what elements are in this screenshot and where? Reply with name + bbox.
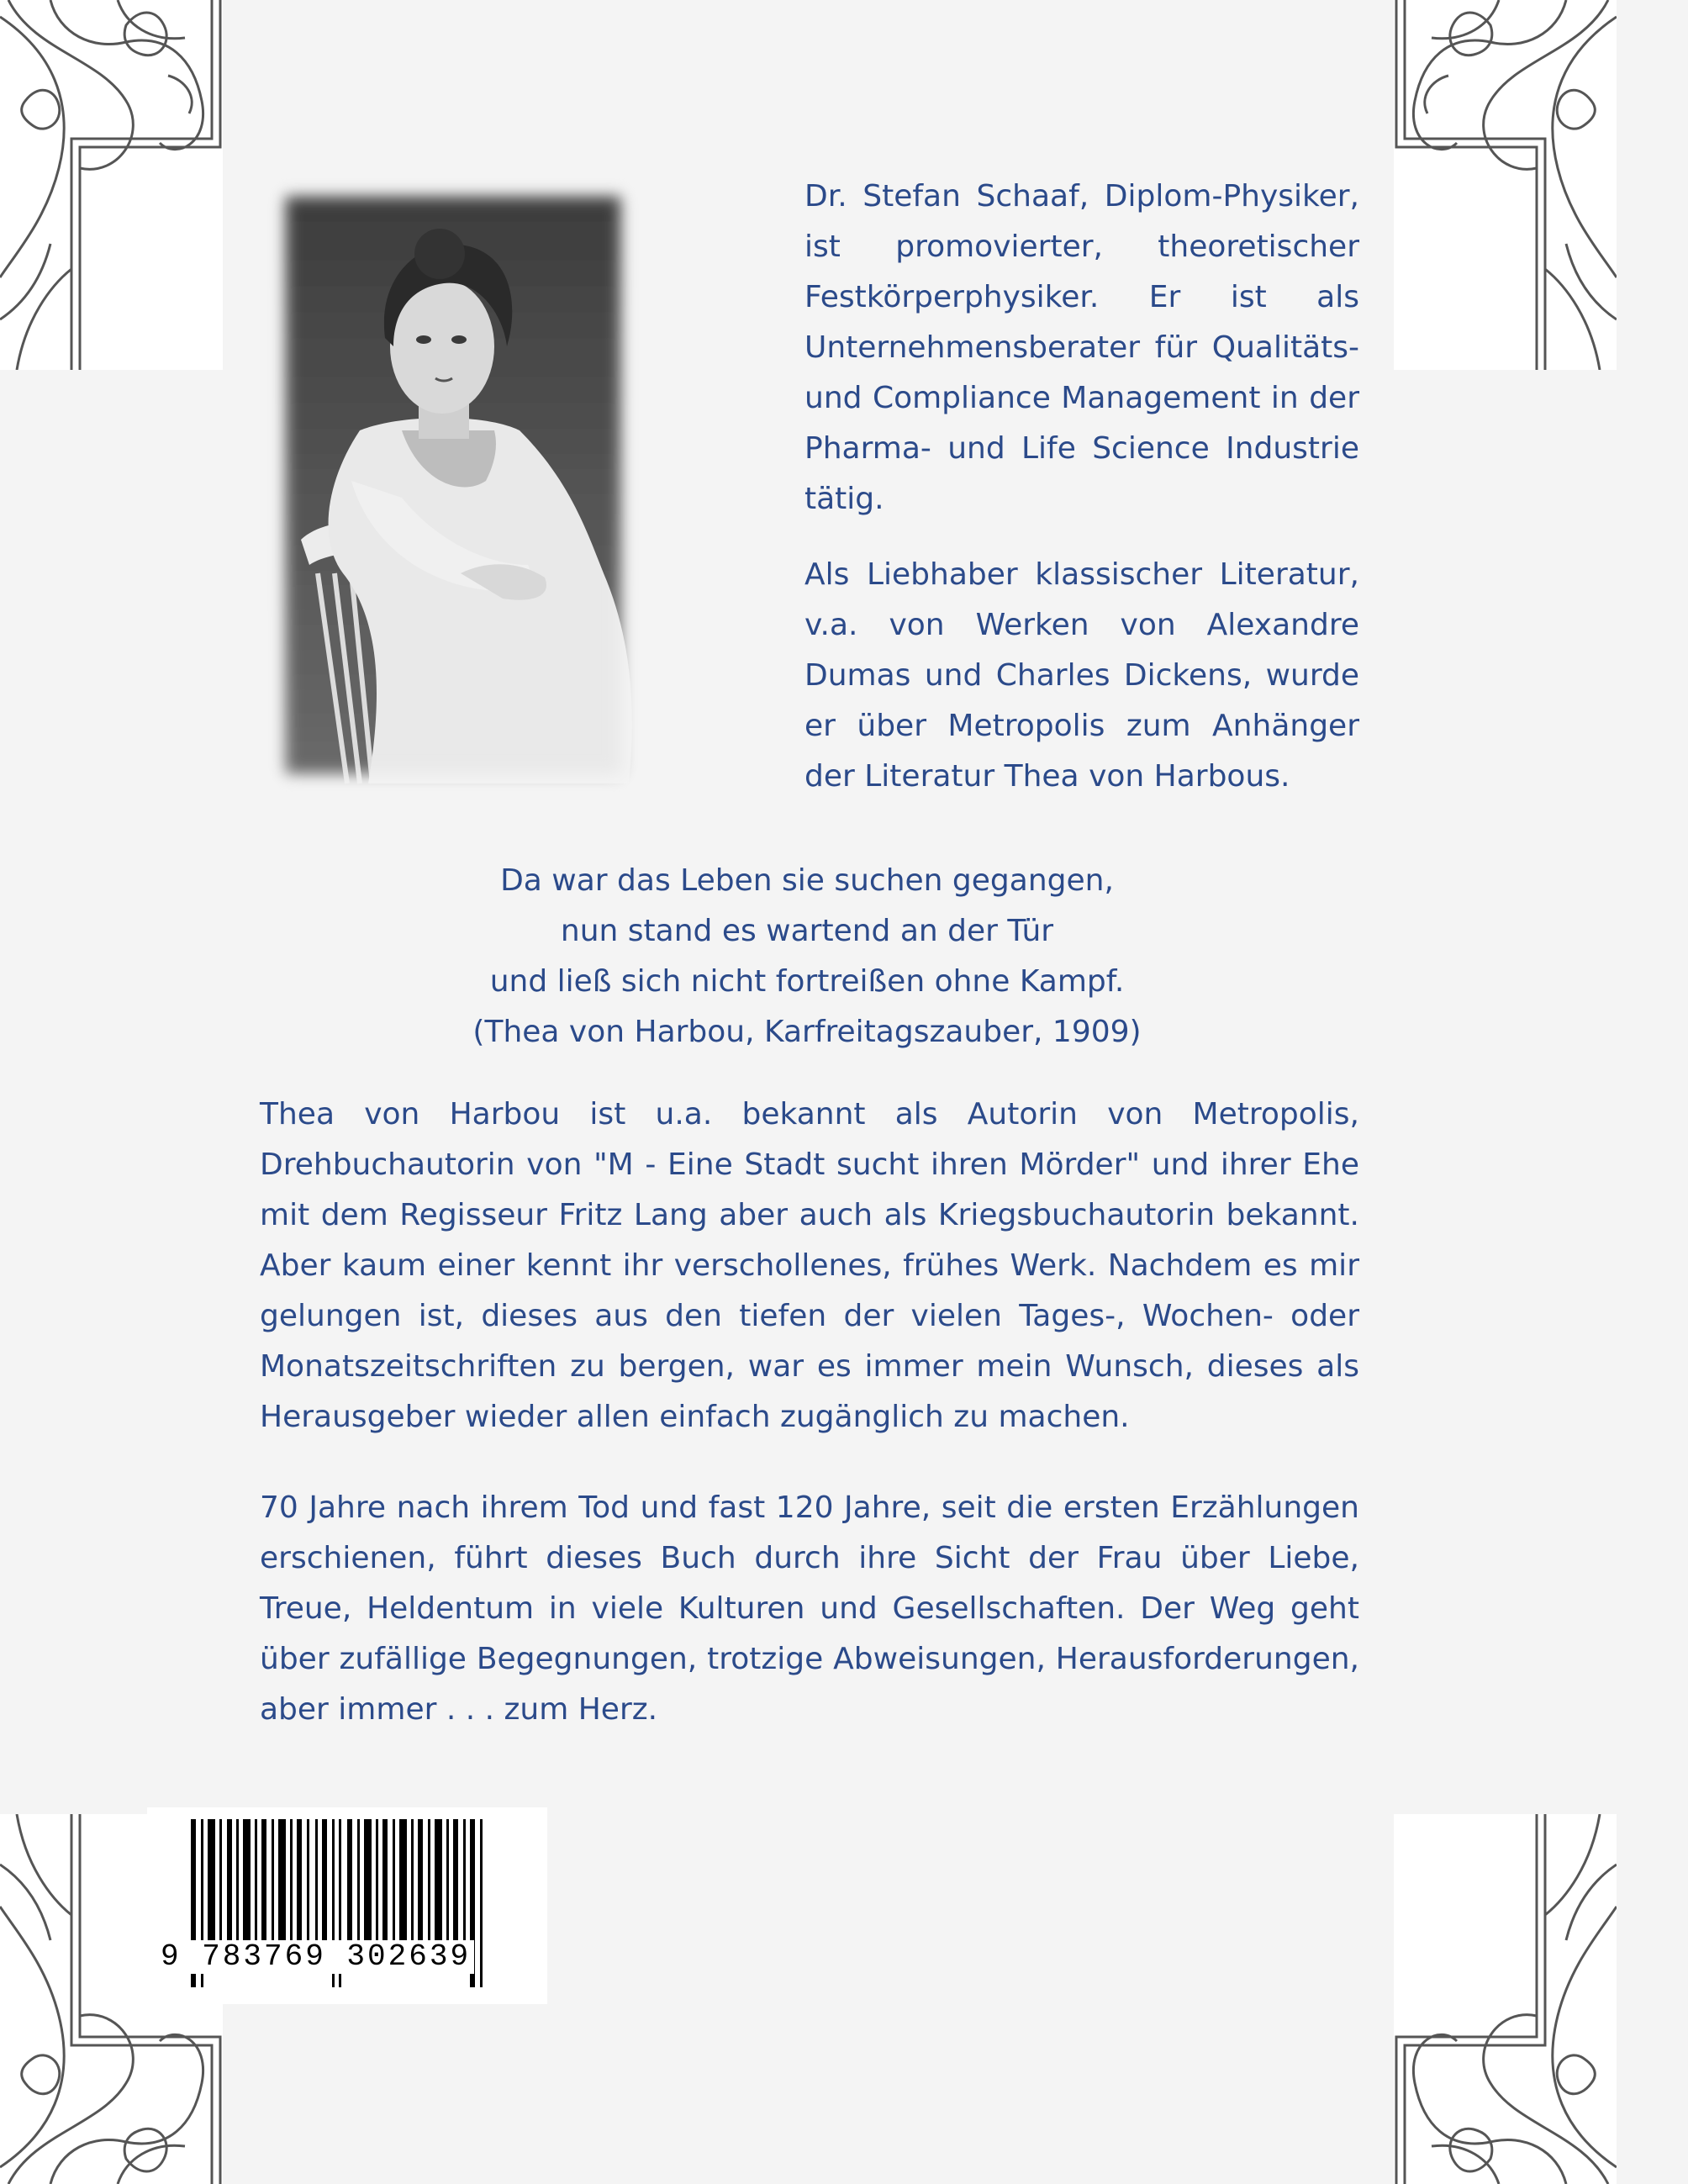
quote-line: Da war das Leben sie suchen gegangen,	[500, 863, 1114, 898]
barcode-icon	[147, 1807, 547, 2004]
portrait-image-icon	[267, 178, 639, 792]
description-paragraph-2: 70 Jahre nach ihrem Tod und fast 120 Jahre, seit die ersten Erzählungen erschienen, führt dieses Buch durch ihre Sicht der Frau über Liebe, Treue, Heldentum in viele Kulturen und Gesellschaften. Der Weg geht über zufällige Begegnungen, trotzige Abweisungen, Herausforderungen, aber immer . . . zum Herz.	[260, 1490, 1359, 1727]
ornament-corner-top-left	[0, 0, 223, 370]
quote-attribution: (Thea von Harbou, Karfreitagszauber, 1909)	[472, 1015, 1142, 1049]
book-description	[260, 1089, 1359, 1775]
bio-paragraph-2: Als Liebhaber klassischer Literatur, v.a. von Werken von Alexandre Dumas und Charles Dickens, wurde er über Metropolis zum Anhänger der Literatur Thea von Harbous.	[804, 557, 1359, 794]
bio-paragraph-1: Dr. Stefan Schaaf, Diplom-Physiker, ist promovierter, theoretischer Festkörperphysiker. Er ist als Unternehmensberater für Qualitäts- und Compliance Management in der Pharma- und Life Science Industrie tätig.	[804, 179, 1359, 516]
floral-ornament-icon	[1394, 1814, 1617, 2184]
floral-ornament-icon	[1394, 0, 1617, 370]
quote-line: nun stand es wartend an der Tür	[560, 914, 1054, 948]
ornament-corner-top-right	[1394, 0, 1617, 370]
isbn-barcode	[147, 1807, 547, 2004]
description-paragraph-1: Thea von Harbou ist u.a. bekannt als Autorin von Metropolis, Drehbuchautorin von "M - Eine Stadt sucht ihren Mörder" und ihrer Ehe mit dem Regisseur Fritz Lang aber auch als Kriegsbuchautorin bekannt. Aber kaum einer kennt ihr verschollenes, frühes Werk. Nachdem es mir gelungen ist, dieses aus den tiefen der vielen Tages-, Wochen- oder Monatszeitschriften zu bergen, war es immer mein Wunsch, dieses als Herausgeber wieder allen einfach zugänglich zu machen.	[260, 1097, 1359, 1434]
quote-line: und ließ sich nicht fortreißen ohne Kampf.	[489, 964, 1125, 999]
isbn-number: 9 783769 302639	[157, 1940, 474, 1974]
quote-block	[387, 856, 1227, 1058]
author-bio	[804, 171, 1359, 827]
ornament-corner-bottom-right	[1394, 1814, 1617, 2184]
author-portrait-photo	[267, 178, 639, 792]
floral-ornament-icon	[0, 0, 223, 370]
